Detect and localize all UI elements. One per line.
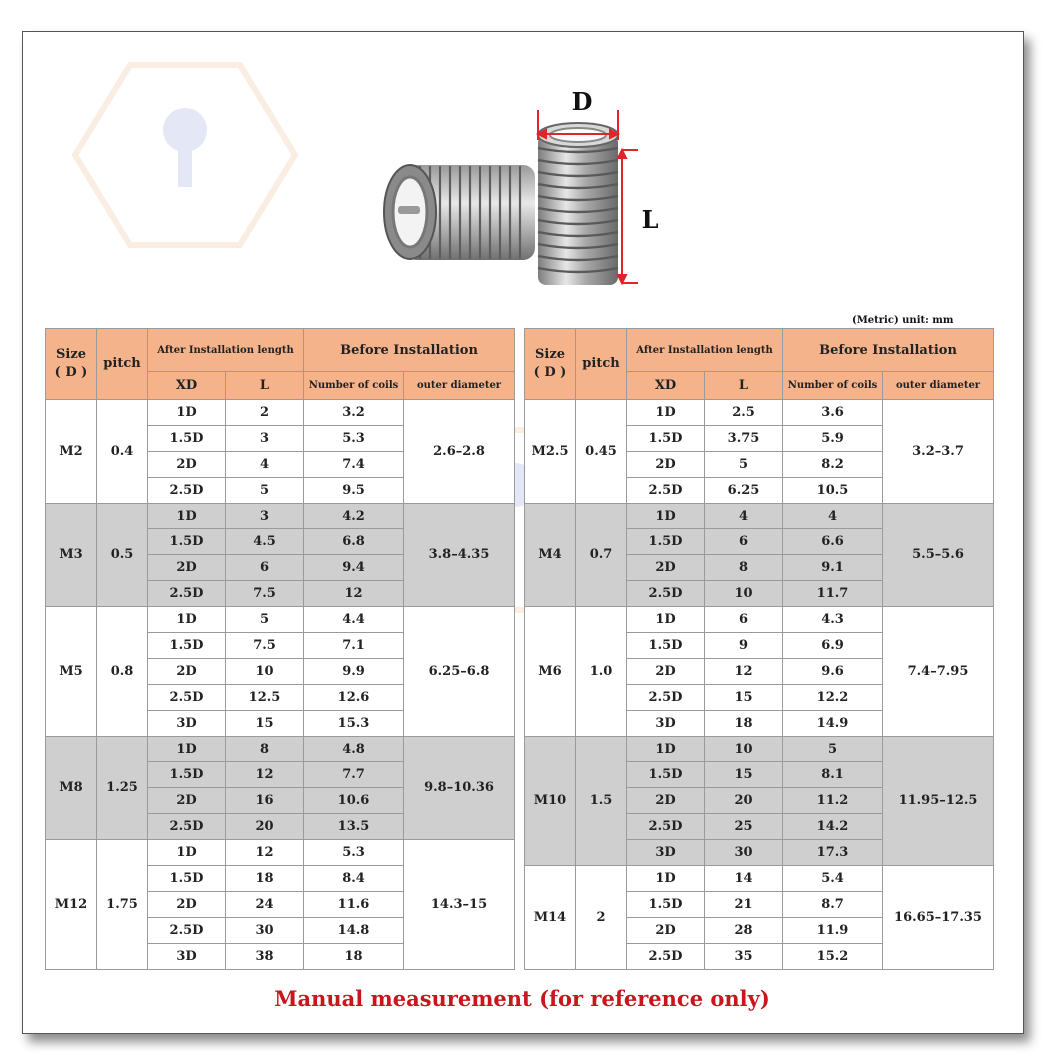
coils-cell: 4 (783, 503, 883, 529)
table-row (525, 607, 994, 633)
coils-cell: 13.5 (304, 814, 404, 840)
coils-cell: 6.8 (304, 529, 404, 555)
xd-cell: 2.5D (627, 943, 705, 969)
pitch-cell: 0.7 (576, 503, 627, 607)
l-header: L (705, 372, 783, 400)
spec-table-right (524, 328, 994, 970)
xd-cell: 1D (627, 503, 705, 529)
table-row (525, 736, 994, 762)
table-row (46, 607, 515, 633)
xd-cell: 1.5D (148, 425, 226, 451)
coils-cell: 11.2 (783, 788, 883, 814)
xd-cell: 1.5D (148, 866, 226, 892)
coils-cell: 10.5 (783, 477, 883, 503)
outer-diameter-header: outer diameter (404, 372, 515, 400)
outer-diameter-cell: 16.65–17.35 (883, 866, 994, 970)
coils-cell: 14.2 (783, 814, 883, 840)
outer-diameter-cell: 2.6–2.8 (404, 400, 515, 504)
xd-cell: 2D (627, 451, 705, 477)
brand-watermark (70, 55, 300, 255)
size-cell: M10 (525, 736, 576, 865)
xd-cell: 1D (627, 400, 705, 426)
length-cell: 6 (226, 555, 304, 581)
size-cell: M2.5 (525, 400, 576, 504)
xd-cell: 2.5D (627, 477, 705, 503)
xd-cell: 2D (148, 788, 226, 814)
coils-cell: 5.3 (304, 425, 404, 451)
xd-cell: 2.5D (148, 477, 226, 503)
coils-cell: 18 (304, 943, 404, 969)
outer-diameter-cell: 9.8–10.36 (404, 736, 515, 840)
size-cell: M2 (46, 400, 97, 504)
coils-cell: 5.3 (304, 840, 404, 866)
length-cell: 4.5 (226, 529, 304, 555)
table-row (525, 503, 994, 529)
spec-table-left (45, 328, 515, 970)
length-cell: 7.5 (226, 633, 304, 659)
xd-cell: 2D (627, 917, 705, 943)
coils-cell: 8.4 (304, 866, 404, 892)
length-cell: 10 (226, 658, 304, 684)
pitch-cell: 2 (576, 866, 627, 970)
length-cell: 30 (226, 917, 304, 943)
size-cell: M4 (525, 503, 576, 607)
length-cell: 28 (705, 917, 783, 943)
coils-header: Number of coils (304, 372, 404, 400)
length-cell: 18 (226, 866, 304, 892)
coils-cell: 11.9 (783, 917, 883, 943)
length-cell: 4 (226, 451, 304, 477)
length-cell: 6 (705, 607, 783, 633)
coils-cell: 7.1 (304, 633, 404, 659)
length-cell: 3 (226, 425, 304, 451)
size-cell: M12 (46, 840, 97, 969)
coils-cell: 12 (304, 581, 404, 607)
coils-cell: 8.1 (783, 762, 883, 788)
size-cell: M3 (46, 503, 97, 607)
pitch-header: pitch (97, 329, 148, 400)
pitch-cell: 1.25 (97, 736, 148, 840)
length-cell: 14 (705, 866, 783, 892)
xd-cell: 1D (148, 400, 226, 426)
coils-cell: 4.3 (783, 607, 883, 633)
length-label: L (641, 205, 659, 234)
size-header: Size ( D ) (46, 329, 97, 400)
xd-cell: 3D (627, 710, 705, 736)
coils-cell: 12.2 (783, 684, 883, 710)
length-cell: 25 (705, 814, 783, 840)
outer-diameter-cell: 3.2–3.7 (883, 400, 994, 504)
length-cell: 5 (226, 477, 304, 503)
xd-cell: 2.5D (148, 917, 226, 943)
coils-header: Number of coils (783, 372, 883, 400)
coils-cell: 4.2 (304, 503, 404, 529)
coils-cell: 5 (783, 736, 883, 762)
table-row (46, 400, 515, 426)
xd-cell: 1D (148, 736, 226, 762)
length-cell: 9 (705, 633, 783, 659)
outer-diameter-cell: 3.8–4.35 (404, 503, 515, 607)
xd-cell: 1D (627, 607, 705, 633)
coils-cell: 6.9 (783, 633, 883, 659)
diameter-label: D (571, 87, 593, 116)
size-cell: M6 (525, 607, 576, 736)
outer-diameter-cell: 7.4–7.95 (883, 607, 994, 736)
xd-cell: 2.5D (627, 581, 705, 607)
size-cell: M14 (525, 866, 576, 970)
coils-cell: 15.3 (304, 710, 404, 736)
xd-cell: 2D (148, 555, 226, 581)
coils-cell: 11.6 (304, 891, 404, 917)
length-cell: 38 (226, 943, 304, 969)
coils-cell: 4.4 (304, 607, 404, 633)
coils-cell: 6.6 (783, 529, 883, 555)
size-cell: M5 (46, 607, 97, 736)
outer-diameter-cell: 14.3–15 (404, 840, 515, 969)
xd-header: XD (627, 372, 705, 400)
xd-cell: 2D (627, 658, 705, 684)
coils-cell: 15.2 (783, 943, 883, 969)
unit-note: (Metric) unit: mm (852, 315, 954, 326)
xd-cell: 1.5D (148, 762, 226, 788)
coils-cell: 5.9 (783, 425, 883, 451)
length-cell: 15 (705, 684, 783, 710)
length-cell: 6 (705, 529, 783, 555)
before-installation-header: Before Installation (304, 329, 515, 372)
length-cell: 20 (705, 788, 783, 814)
length-cell: 7.5 (226, 581, 304, 607)
coils-cell: 9.9 (304, 658, 404, 684)
coils-cell: 7.4 (304, 451, 404, 477)
length-cell: 5 (705, 451, 783, 477)
coils-cell: 3.6 (783, 400, 883, 426)
thread-insert-illustration (360, 80, 680, 300)
coils-cell: 7.7 (304, 762, 404, 788)
coils-cell: 14.8 (304, 917, 404, 943)
pitch-cell: 0.45 (576, 400, 627, 504)
table-row (525, 400, 994, 426)
coils-cell: 9.5 (304, 477, 404, 503)
length-cell: 16 (226, 788, 304, 814)
xd-cell: 3D (627, 840, 705, 866)
xd-cell: 2.5D (627, 684, 705, 710)
table-row (46, 503, 515, 529)
table-row (46, 736, 515, 762)
xd-cell: 1D (627, 736, 705, 762)
after-installation-header: After Installation length (148, 329, 304, 372)
coils-cell: 9.4 (304, 555, 404, 581)
length-cell: 18 (705, 710, 783, 736)
xd-cell: 3D (148, 710, 226, 736)
table-row (525, 866, 994, 892)
xd-cell: 2.5D (627, 814, 705, 840)
coils-cell: 9.1 (783, 555, 883, 581)
pitch-cell: 1.0 (576, 607, 627, 736)
length-cell: 5 (226, 607, 304, 633)
coils-cell: 9.6 (783, 658, 883, 684)
xd-cell: 1.5D (627, 891, 705, 917)
xd-cell: 2D (148, 658, 226, 684)
xd-cell: 2D (148, 451, 226, 477)
standing-insert (538, 123, 618, 285)
outer-diameter-header: outer diameter (883, 372, 994, 400)
xd-cell: 1.5D (627, 425, 705, 451)
length-cell: 30 (705, 840, 783, 866)
size-cell: M8 (46, 736, 97, 840)
lying-insert (384, 165, 535, 260)
xd-cell: 2.5D (148, 814, 226, 840)
coils-cell: 14.9 (783, 710, 883, 736)
xd-cell: 1.5D (627, 529, 705, 555)
length-cell: 6.25 (705, 477, 783, 503)
pitch-header: pitch (576, 329, 627, 400)
xd-cell: 1.5D (627, 762, 705, 788)
l-header: L (226, 372, 304, 400)
size-header: Size ( D ) (525, 329, 576, 400)
coils-cell: 11.7 (783, 581, 883, 607)
outer-diameter-cell: 6.25–6.8 (404, 607, 515, 736)
outer-diameter-cell: 5.5–5.6 (883, 503, 994, 607)
length-cell: 4 (705, 503, 783, 529)
coils-cell: 4.8 (304, 736, 404, 762)
length-cell: 12 (226, 840, 304, 866)
xd-cell: 1D (148, 503, 226, 529)
coils-cell: 8.7 (783, 891, 883, 917)
length-cell: 8 (226, 736, 304, 762)
xd-cell: 2D (148, 891, 226, 917)
length-cell: 24 (226, 891, 304, 917)
table-row (46, 840, 515, 866)
length-cell: 15 (226, 710, 304, 736)
xd-cell: 1.5D (627, 633, 705, 659)
xd-cell: 1D (627, 866, 705, 892)
reference-footer: Manual measurement (for reference only) (274, 986, 770, 1011)
length-cell: 21 (705, 891, 783, 917)
length-cell: 12 (705, 658, 783, 684)
xd-cell: 2D (627, 555, 705, 581)
after-installation-header: After Installation length (627, 329, 783, 372)
xd-cell: 1D (148, 607, 226, 633)
pitch-cell: 0.8 (97, 607, 148, 736)
pitch-cell: 0.4 (97, 400, 148, 504)
outer-diameter-cell: 11.95–12.5 (883, 736, 994, 865)
length-cell: 12 (226, 762, 304, 788)
coils-cell: 8.2 (783, 451, 883, 477)
length-cell: 10 (705, 581, 783, 607)
length-cell: 15 (705, 762, 783, 788)
coils-cell: 12.6 (304, 684, 404, 710)
coils-cell: 3.2 (304, 400, 404, 426)
before-installation-header: Before Installation (783, 329, 994, 372)
xd-cell: 1.5D (148, 633, 226, 659)
xd-header: XD (148, 372, 226, 400)
pitch-cell: 1.5 (576, 736, 627, 865)
xd-cell: 3D (148, 943, 226, 969)
length-cell: 3 (226, 503, 304, 529)
xd-cell: 2.5D (148, 581, 226, 607)
xd-cell: 1.5D (148, 529, 226, 555)
length-cell: 2.5 (705, 400, 783, 426)
xd-cell: 2D (627, 788, 705, 814)
length-cell: 2 (226, 400, 304, 426)
length-cell: 35 (705, 943, 783, 969)
pitch-cell: 1.75 (97, 840, 148, 969)
length-cell: 10 (705, 736, 783, 762)
length-cell: 3.75 (705, 425, 783, 451)
length-cell: 12.5 (226, 684, 304, 710)
coils-cell: 5.4 (783, 866, 883, 892)
xd-cell: 2.5D (148, 684, 226, 710)
pitch-cell: 0.5 (97, 503, 148, 607)
xd-cell: 1D (148, 840, 226, 866)
length-cell: 20 (226, 814, 304, 840)
coils-cell: 10.6 (304, 788, 404, 814)
length-cell: 8 (705, 555, 783, 581)
coils-cell: 17.3 (783, 840, 883, 866)
